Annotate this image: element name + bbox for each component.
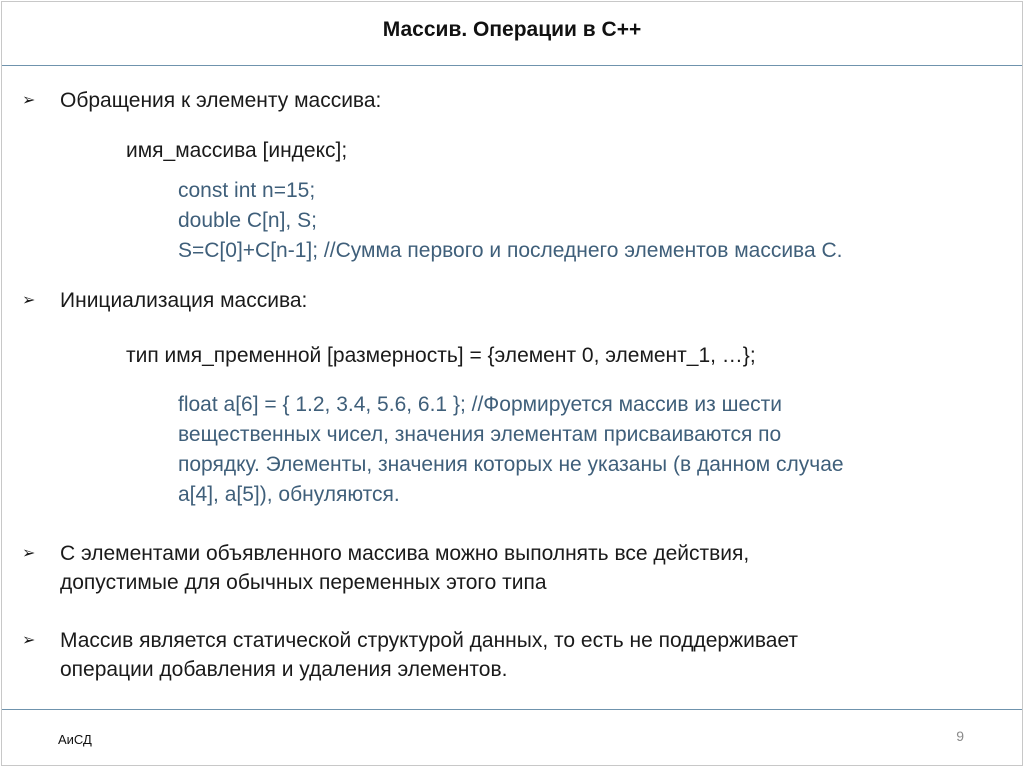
header-rule <box>2 65 1022 66</box>
code-line: S=C[0]+C[n-1]; //Сумма первого и последнего элементов массива С. <box>178 239 843 262</box>
page-number: 9 <box>956 728 964 744</box>
bullet-text <box>60 626 798 684</box>
bullet-init <box>22 286 307 315</box>
init-code-block <box>178 390 844 510</box>
bullet-text: Инициализация массива: <box>60 289 308 312</box>
bullet-access <box>22 86 381 115</box>
arrow-bullet-icon: ➢ <box>22 92 36 109</box>
footer-course-label: АиСД <box>58 732 92 747</box>
arrow-bullet-icon: ➢ <box>22 632 36 649</box>
bullet-text <box>60 539 749 597</box>
code-line: вещественных чисел, значения элементам присваиваются по <box>178 423 782 446</box>
access-code-block <box>178 176 843 266</box>
arrow-bullet-icon: ➢ <box>22 292 36 309</box>
slide-title: Массив. Операции в С++ <box>382 18 642 41</box>
bullet-line: Массив является статической структурой данных, то есть не поддерживает <box>60 629 799 652</box>
bullet-operations <box>22 539 749 597</box>
bullet-static <box>22 626 798 684</box>
bullet-line: С элементами объявленного массива можно выполнять все действия, <box>60 542 750 565</box>
init-syntax: тип имя_пременной [размерность] = {элемент 0, элемент_1, …}; <box>126 344 756 367</box>
arrow-bullet-icon: ➢ <box>22 545 36 562</box>
code-line: double C[n], S; <box>178 209 317 232</box>
code-line: const int n=15; <box>178 179 316 202</box>
footer-rule <box>2 709 1022 710</box>
slide <box>1 1 1023 766</box>
access-syntax: имя_массива [индекс]; <box>126 139 348 162</box>
bullet-text: Обращения к элементу массива: <box>60 89 382 112</box>
code-line: a[4], a[5]), обнуляются. <box>178 483 400 506</box>
bullet-line: допустимые для обычных переменных этого типа <box>60 571 547 594</box>
code-line: float a[6] = { 1.2, 3.4, 5.6, 6.1 }; //Формируется массив из шести <box>178 393 782 416</box>
code-line: порядку. Элементы, значения которых не указаны (в данном случае <box>178 453 844 476</box>
bullet-line: операции добавления и удаления элементов. <box>60 658 508 681</box>
